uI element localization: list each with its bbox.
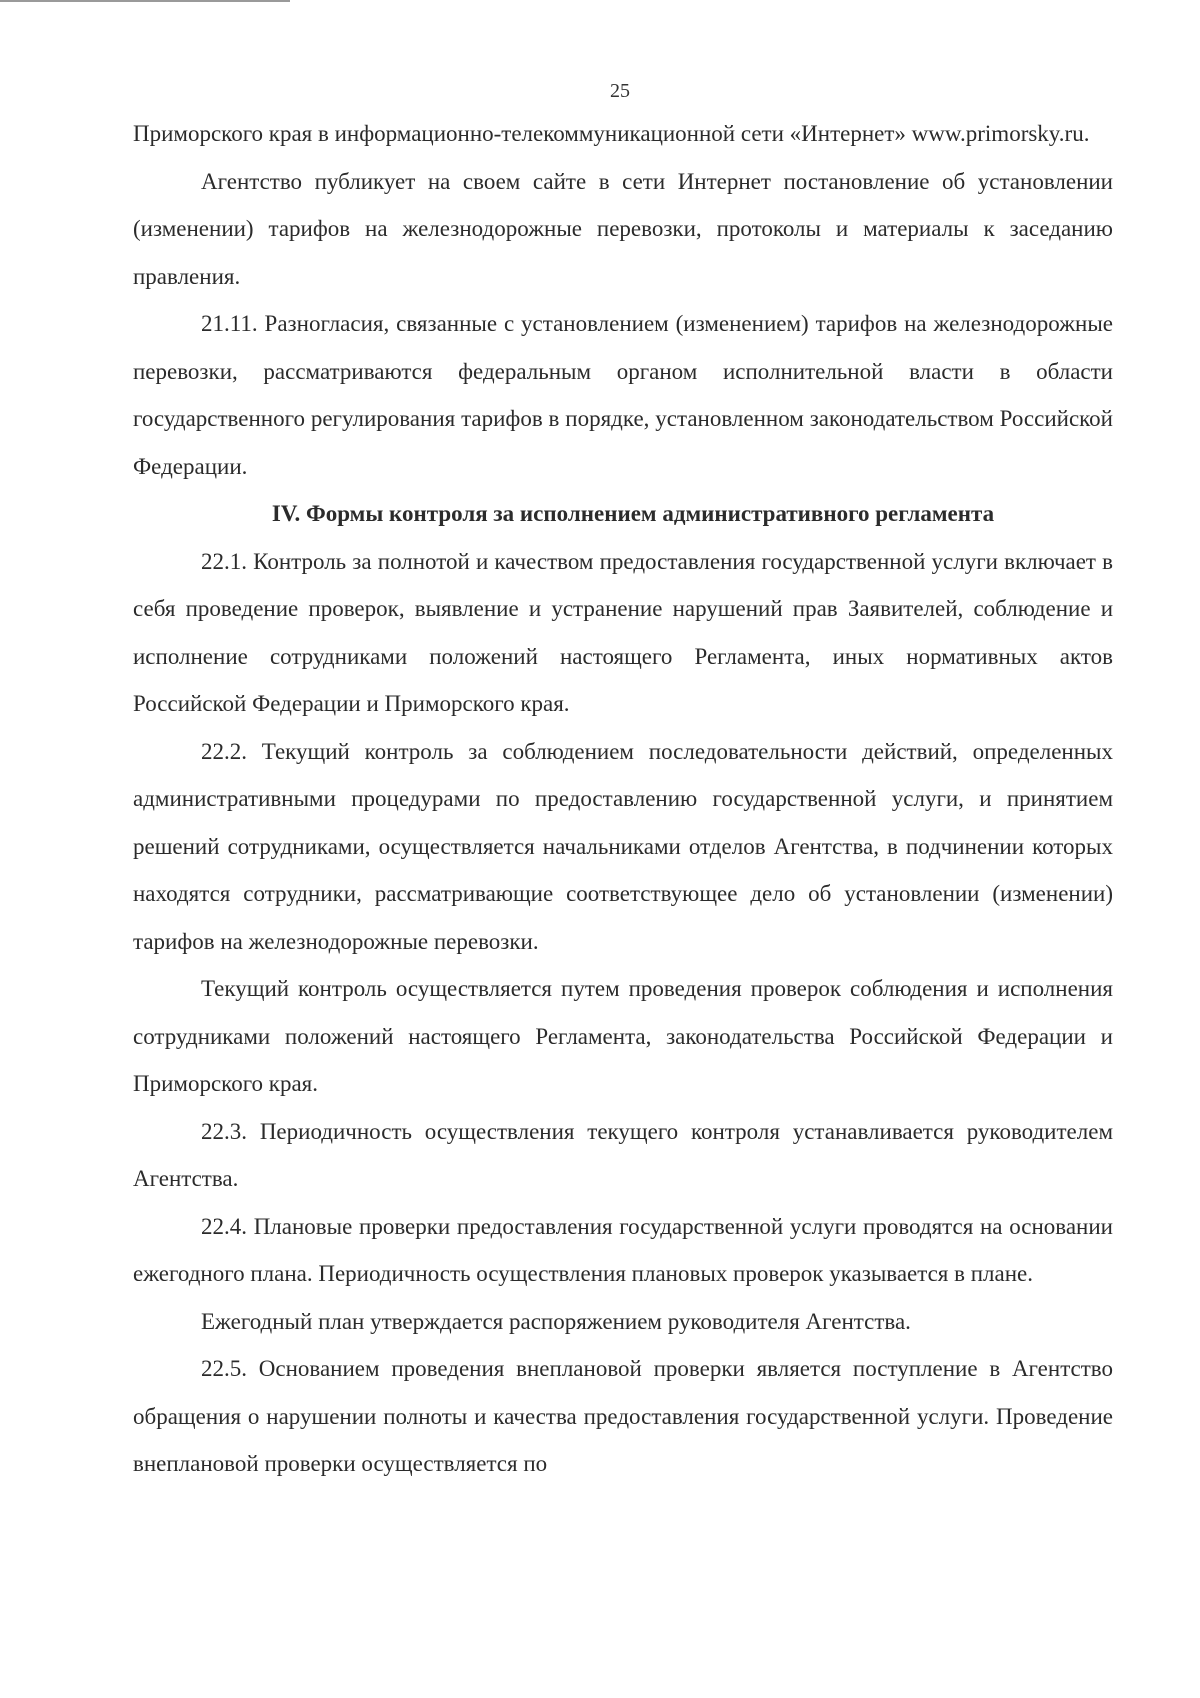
page-number: 25: [610, 80, 630, 102]
paragraph-22-3: 22.3. Периодичность осуществления текущего контроля устанавливается руководителем Агентства.: [133, 1118, 1113, 1191]
paragraph-22-4: 22.4. Плановые проверки предоставления государственной услуги проводятся на основании ежегодного плана. Периодичность осуществления плановых проверок указывается в плане.: [133, 1213, 1113, 1286]
paragraph-agency-publishes: Агентство публикует на своем сайте в сети Интернет постановление об установлении (изменении) тарифов на железнодорожные перевозки, протоколы и материалы к заседанию правления.: [133, 168, 1113, 289]
section-heading-iv: IV. Формы контроля за исполнением административного регламента: [271, 501, 995, 526]
paragraph-22-2: 22.2. Текущий контроль за соблюдением последовательности действий, определенных административными процедурами по предоставлению государственной услуги, и принятием решений сотрудниками, осуществляется начальниками отделов Агентства, в подчинении которых находятся сотрудники, рассматривающие соответствующее дело об установлении (изменении) тарифов на железнодорожные перевозки.: [133, 738, 1113, 954]
document-body: [133, 110, 1113, 1488]
paragraph-22-5: 22.5. Основанием проведения внеплановой проверки является поступление в Агентство обращения о нарушении полноты и качества предоставления государственной услуги. Проведение внеплановой проверки осуществляется по: [133, 1356, 1113, 1476]
paragraph-annual-plan: Ежегодный план утверждается распоряжением руководителя Агентства.: [201, 1308, 911, 1334]
paragraph-current-control: Текущий контроль осуществляется путем проведения проверок соблюдения и исполнения сотрудниками положений настоящего Регламента, законодательства Российской Федерации и Приморского края.: [133, 976, 1113, 1096]
paragraph-continuation: Приморского края в информационно-телекоммуникационной сети «Интернет» www.primorsky.ru.: [133, 121, 1090, 146]
paragraph-22-1: 22.1. Контроль за полнотой и качеством предоставления государственной услуги включает в себя проведение проверок, выявление и устранение нарушений прав Заявителей, соблюдение и исполнение сотрудниками положений настоящего Регламента, иных нормативных актов Российской Федерации и Приморского края.: [133, 548, 1113, 716]
paragraph-21-11: 21.11. Разногласия, связанные с установлением (изменением) тарифов на железнодорожные перевозки, рассматриваются федеральным органом исполнительной власти в области государственного регулирования тарифов в порядке, установленном законодательством Российской Федерации.: [133, 311, 1113, 479]
